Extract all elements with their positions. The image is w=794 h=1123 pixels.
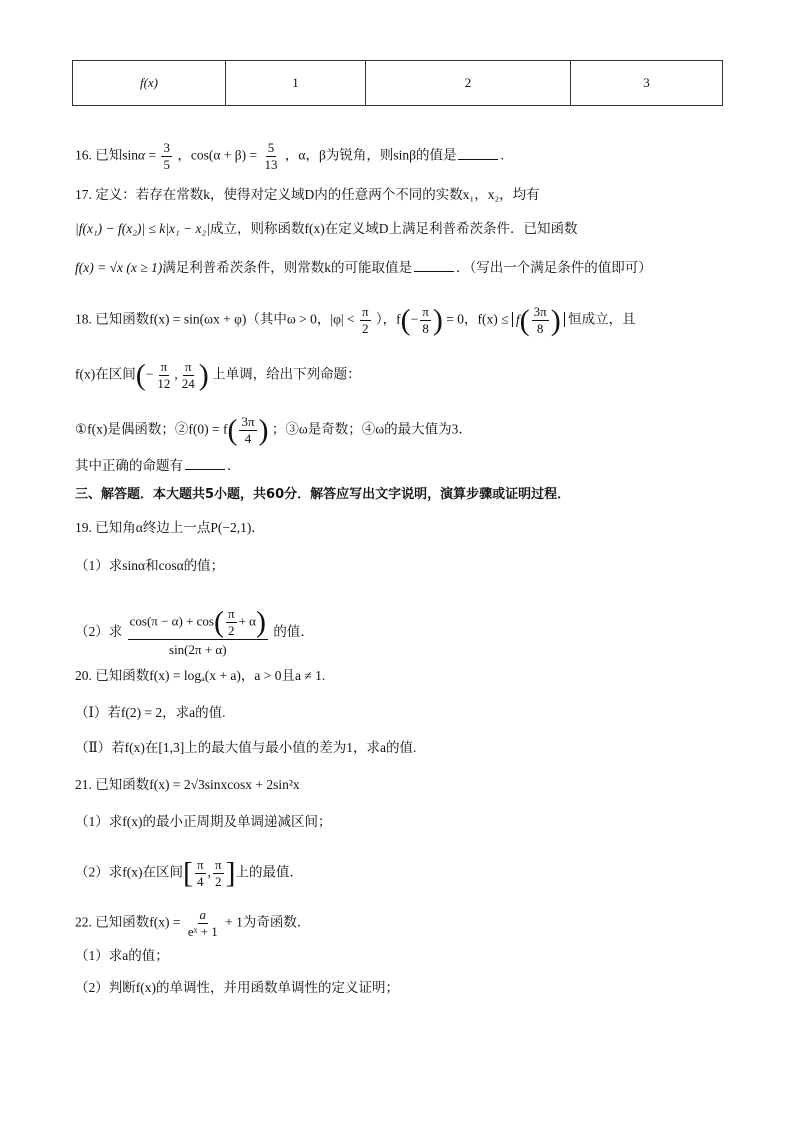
fraction-numerator: π xyxy=(227,606,235,621)
text: cos(π − α) + cos xyxy=(129,613,214,629)
question-21-line-1: 21. 已知函数f(x) = 2√3sinxcosx + 2sin²x xyxy=(75,777,300,792)
text: 上单调，给出下列命题： xyxy=(212,366,361,382)
paren: ( xyxy=(400,303,411,337)
fraction-numerator: π xyxy=(184,359,192,374)
text: ），f xyxy=(375,311,401,327)
question-20-line-1: 20. 已知函数f(x) = logₐ(x + a)，a > 0且a ≠ 1. xyxy=(75,668,326,683)
text: ．（写出一个满足条件的值即可） xyxy=(456,260,652,275)
text: = 0，f(x) ≤ xyxy=(446,311,509,327)
fraction xyxy=(239,414,256,447)
fraction-numerator xyxy=(128,606,268,640)
fraction-denominator: 5 xyxy=(163,157,170,172)
fraction xyxy=(532,304,549,337)
text: 满足利普希茨条件，则常数k的可能取值是 xyxy=(162,260,413,275)
question-17-line-1: 17. 定义：若存在常数k，使得对定义域D内的任意两个不同的实数x₁，x₂，均有 xyxy=(75,187,540,202)
question-19-line-1: 19. 已知角α终边上一点P(−2,1)． xyxy=(75,520,265,535)
answer-blank[interactable] xyxy=(458,145,498,160)
text: − xyxy=(410,311,419,327)
question-17-line-2 xyxy=(75,219,577,239)
fraction xyxy=(155,359,172,392)
fraction-denominator: 8 xyxy=(422,321,429,336)
text: （2）求f(x)在区间 xyxy=(75,864,183,880)
question-20-line-2: （Ⅰ）若f(2) = 2，求a的值. xyxy=(75,705,226,720)
paren: ( xyxy=(135,358,146,392)
paren: ) xyxy=(432,303,443,337)
question-18-line-3 xyxy=(75,414,472,447)
text: ；③ω是奇数；④ω的最大值为3． xyxy=(271,421,472,437)
fraction-denominator: 24 xyxy=(181,376,195,391)
text: 恒成立，且 xyxy=(568,311,636,327)
question-21-line-3: （2）求f(x)在区间[ $\frac{\pi}{4}$ , $\frac{\pi}{2}$ ]上的最值． xyxy=(75,856,304,890)
fraction-numerator: 3π xyxy=(533,304,547,319)
text: 的值． xyxy=(273,624,314,640)
fraction-numerator: π xyxy=(160,359,168,374)
paren: ) xyxy=(255,605,266,639)
paren: ( xyxy=(213,605,224,639)
paren: ( xyxy=(519,303,530,337)
fraction-numerator: π xyxy=(214,857,222,872)
text: ①f(x)是偶函数；②f(0) = f xyxy=(75,421,228,437)
fraction xyxy=(161,140,172,173)
function-value-table xyxy=(72,60,723,106)
fraction xyxy=(226,606,237,639)
fraction-denominator: 4 xyxy=(244,431,252,446)
question-number: 16. xyxy=(75,147,92,163)
bracket: ] xyxy=(225,856,236,890)
text: + α xyxy=(238,613,256,629)
text: ，α，β为锐角，则sinβ的值是 xyxy=(284,147,457,163)
text: . xyxy=(500,147,504,163)
question-22-line-3: （2）判断f(x)的单调性，并用函数单调性的定义证明； xyxy=(75,980,399,995)
fraction-denominator: 13 xyxy=(264,157,278,172)
paren: ( xyxy=(227,413,238,447)
question-22-line-2: （1）求a的值； xyxy=(75,948,169,963)
text: 18. 已知函数f(x) = sin(ωx + φ)（其中ω > 0，|φ| < xyxy=(75,311,355,327)
text: ． xyxy=(227,458,241,473)
text: 已知sin xyxy=(95,147,139,163)
fraction xyxy=(213,857,224,890)
fraction xyxy=(195,857,206,890)
table-cell: 3 xyxy=(571,61,723,106)
question-19-line-3 xyxy=(75,606,314,660)
text: 22. 已知函数f(x) = xyxy=(75,914,181,930)
symbol: α xyxy=(138,147,146,163)
text: 其中正确的命题有 xyxy=(75,458,183,473)
fraction xyxy=(263,140,280,173)
section-heading: 三、解答题．本大题共5小题，共60分．解答应写出文字说明，演算步骤或证明过程． xyxy=(75,487,571,502)
question-19-line-2: （1）求sinα和cosα的值； xyxy=(75,558,225,573)
table-cell: 2 xyxy=(366,61,571,106)
text: f(x)在区间 xyxy=(75,366,136,382)
question-18-line-4 xyxy=(75,455,241,476)
fraction xyxy=(420,304,431,337)
question-17-line-3 xyxy=(75,257,652,278)
text: + 1为奇函数． xyxy=(225,914,311,930)
text: 成立，则称函数f(x)在定义域D上满足利普希茨条件．已知函数 xyxy=(209,221,578,236)
fraction-numerator: π xyxy=(197,857,204,872)
paren: ) xyxy=(258,413,269,447)
question-21-line-2: （1）求f(x)的最小正周期及单调递减区间； xyxy=(75,814,332,829)
formula: |f(x₁) − f(x₂)| ≤ k|x₁ − x₂| xyxy=(75,221,210,236)
fraction-numerator: 3π xyxy=(241,414,255,429)
question-18-line-2: f(x)在区间(− $\frac{\pi}{12}$ , $\frac{\pi}{24}$ ) 上单调，给出下列命题： xyxy=(75,358,361,392)
fraction-denominator: 2 xyxy=(228,623,235,638)
fraction-numerator: 3 xyxy=(163,140,170,155)
fraction xyxy=(180,359,197,392)
question-16 xyxy=(75,140,504,173)
fraction-denominator: 8 xyxy=(536,321,544,336)
fraction-denominator: eˣ + 1 xyxy=(187,924,218,939)
answer-blank[interactable] xyxy=(414,257,454,272)
fraction-numerator: 5 xyxy=(267,140,275,155)
fraction-denominator: 12 xyxy=(157,376,171,391)
text: （2）求 xyxy=(75,624,123,640)
text: 上的最值． xyxy=(235,864,304,880)
fraction-denominator: sin(2π + α) xyxy=(169,642,227,657)
fraction-denominator: 2 xyxy=(361,321,369,336)
text: f xyxy=(515,311,520,327)
fraction-numerator: a xyxy=(199,907,207,922)
question-22-line-1 xyxy=(75,907,310,940)
fraction-numerator: π xyxy=(422,304,429,319)
question-20-line-3: （Ⅱ）若f(x)在[1,3]上的最大值与最小值的差为1，求a的值. xyxy=(75,740,417,755)
table-row xyxy=(73,61,723,106)
text: = xyxy=(148,147,157,163)
paren: ) xyxy=(550,303,561,337)
fraction-denominator: 4 xyxy=(197,874,204,889)
question-18-line-1 xyxy=(75,304,636,337)
fraction xyxy=(128,606,268,660)
formula: f(x) = √x (x ≥ 1) xyxy=(75,260,163,275)
fraction xyxy=(360,304,371,337)
text: − xyxy=(145,366,154,382)
answer-blank[interactable] xyxy=(185,455,225,470)
bracket: [ xyxy=(183,856,193,890)
fraction xyxy=(186,907,220,940)
paren: ) xyxy=(198,358,209,392)
fraction-numerator: π xyxy=(361,304,369,319)
fraction-denominator: 2 xyxy=(214,874,222,889)
table-cell: 1 xyxy=(226,61,366,106)
table-cell: f(x) xyxy=(73,61,226,106)
text: ，cos(α + β) = xyxy=(177,147,258,163)
